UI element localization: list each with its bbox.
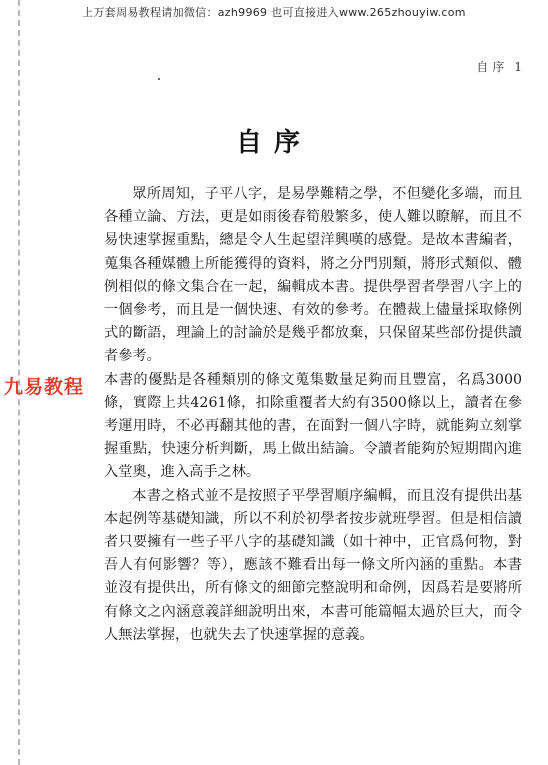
paragraph-3: 本書之格式並不是按照子平學習順序編輯，而且沒有提供出基本起例等基礎知識，所以不利於初學者按步就班學習。但是相信讀者只要擁有一些子平八字的基礎知識（如十神中，正官爲何物，對吾人有何影響？等），應該不難看出每一條文所內涵的重點。本書並沒有提供出，所有條文的細節完整說明和命例，因爲若是要將所有條文之內涵意義詳細說明出來，本書可能篇幅太過於巨大，而令人無法掌握，也就失去了快速掌握的意義。	[104, 487, 522, 643]
body-text	[104, 183, 522, 647]
running-header	[476, 58, 522, 75]
page-number: 1	[514, 60, 522, 74]
paragraph-2: 本書的優點是各種類別的條文蒐集數量足夠而且豐富，名爲3000條，實際上共4261條，扣除重覆者大約有3500條以上，讀者在參考運用時，不必再翻其他的書，在面對一個八字時，就能夠立刻掌握重點，快速分析判斷，馬上做出結論。令讀者能夠於短期間內進入堂奧，進入高手之林。	[104, 371, 522, 481]
scan-speck	[158, 78, 160, 80]
top-watermark-text: 上万套周易教程请加微信：azh9969 也可直接进入www.265zhouyiw.com	[82, 6, 466, 19]
side-watermark-logo: 九易教程	[4, 376, 85, 398]
paragraph-1: 眾所周知，子平八字，是易學難精之學，不但變化多端，而且各種立論、方法，更是如雨後春筍般繁多，使人難以瞭解，而且不易快速掌握重點，總是令人生起望洋興嘆的感覺。是故本書編者，蒐集各種媒體上所能獲得的資料，將之分門別類，將形式類似、體例相似的條文集合在一起，編輯成本書。提供學習者學習八字上的一個參考，而且是一個快速、有效的參考。在體裁上儘量採取條例式的斷語，理論上的討論於是幾乎都放棄，只保留某些部份提供讀者參考。	[104, 186, 522, 365]
page-title: 自序	[235, 128, 312, 158]
running-header-title: 自序	[476, 60, 509, 74]
